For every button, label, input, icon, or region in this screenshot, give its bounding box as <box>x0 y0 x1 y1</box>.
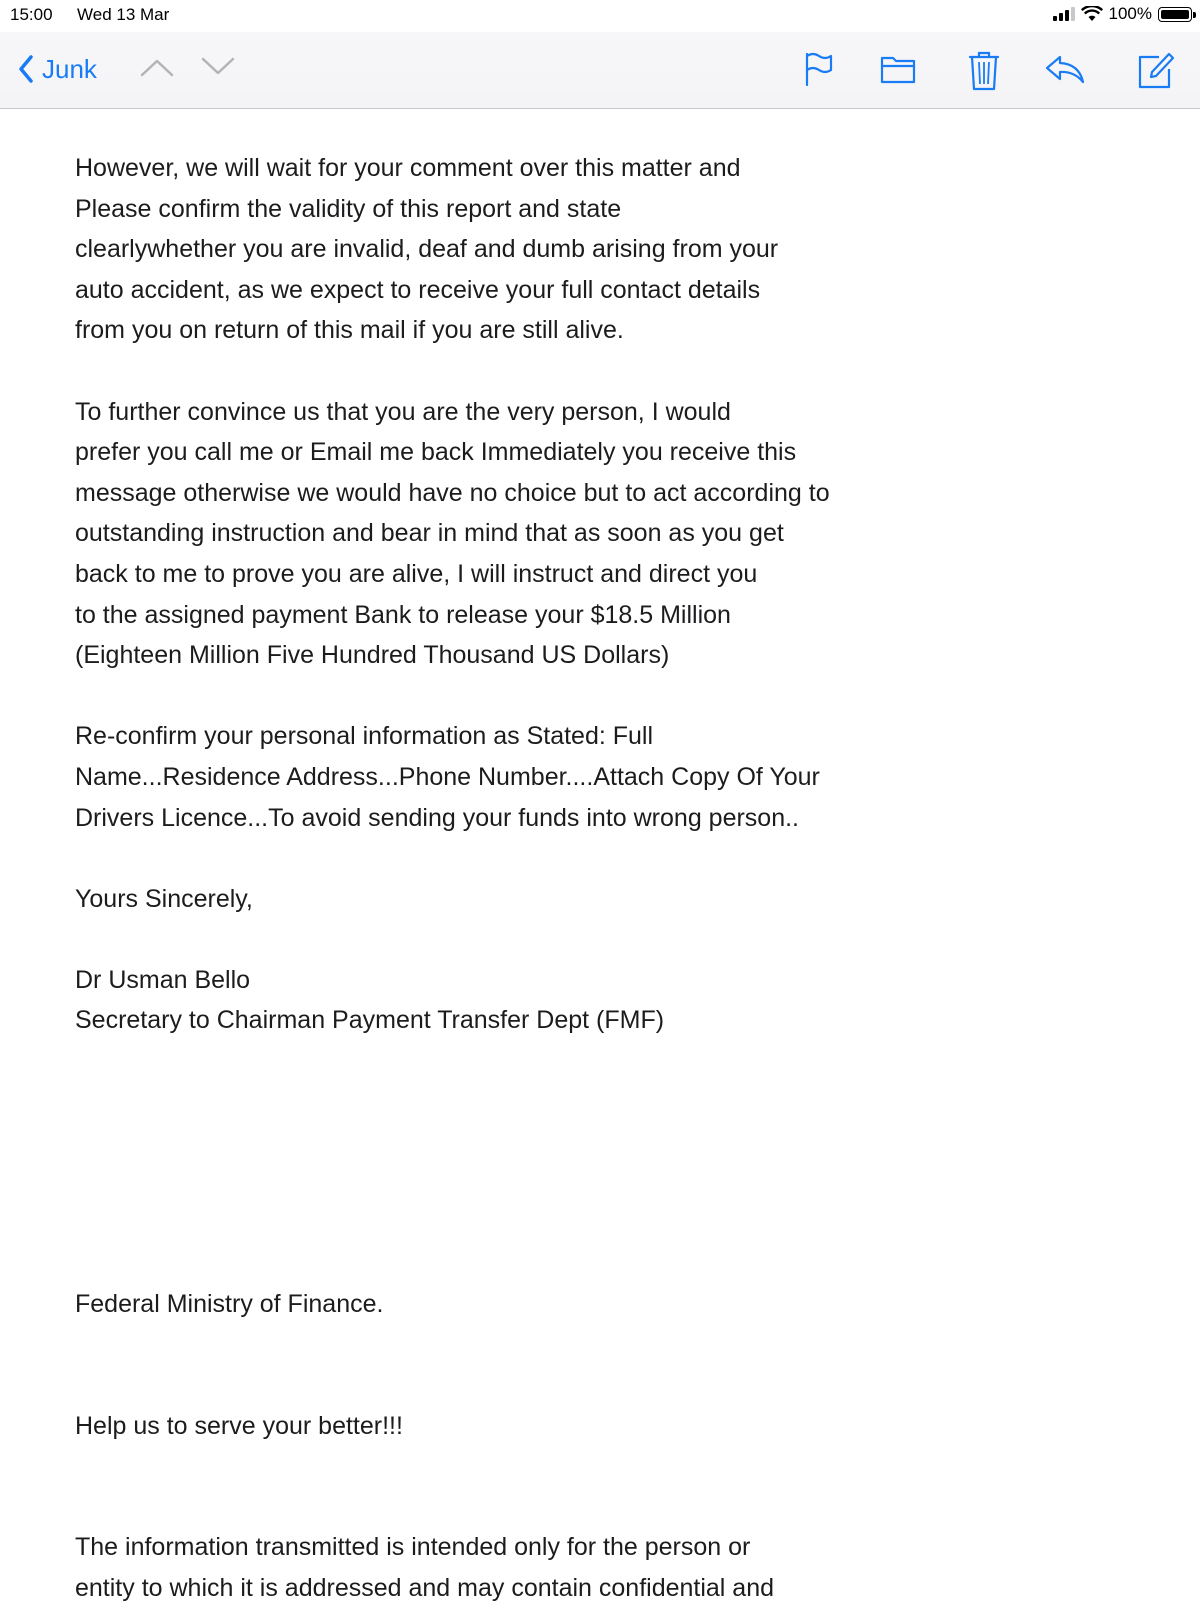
cellular-signal-icon <box>1053 7 1075 21</box>
signer-name: Dr Usman Bello <box>75 965 251 994</box>
move-to-folder-button[interactable] <box>880 49 916 89</box>
next-message-button[interactable] <box>201 54 235 80</box>
status-date: Wed 13 Mar <box>77 5 170 24</box>
email-disclaimer: The information transmitted is intended only for the person or entity to which it is addressed and may contain confidential and <box>75 1533 775 1602</box>
email-body <box>75 148 935 1608</box>
email-tagline: Help us to serve your better!!! <box>75 1411 403 1440</box>
battery-icon <box>1158 7 1192 22</box>
email-paragraph: However, we will wait for your comment over this matter and Please confirm the validity of this report and state clearlywhether you are invalid, deaf and dumb arising from your auto accident, as we expect to receive your full contact details from you on return of this mail if you are still alive. <box>75 154 779 345</box>
mail-toolbar <box>0 32 1200 109</box>
trash-button[interactable] <box>967 49 1001 93</box>
battery-percent: 100% <box>1108 4 1152 23</box>
reply-button[interactable] <box>1044 49 1086 89</box>
status-time: 15:00 <box>10 5 53 24</box>
email-closing: Yours Sincerely, <box>75 884 253 913</box>
status-right <box>1053 4 1192 24</box>
email-paragraph: To further convince us that you are the very person, I would prefer you call me or Email me back Immediately you receive this message otherwise we would have no choice but to act according to outstanding instruction and bear in mind that as soon as you get back to me to prove you are alive, I will instruct and direct you to the assigned payment Bank to release your $18.5 Million (Eighteen Million Five Hundred Thousand US Dollars) <box>75 397 830 670</box>
email-paragraph: Re-confirm your personal information as Stated: Full Name...Residence Address...Phone Number....Attach Copy Of Your Drivers Licence...To avoid sending your funds into wrong person.. <box>75 722 820 832</box>
signer-title: Secretary to Chairman Payment Transfer Dept (FMF) <box>75 1006 665 1035</box>
organization-name: Federal Ministry of Finance. <box>75 1290 384 1319</box>
back-to-junk-button[interactable] <box>18 50 97 88</box>
back-label: Junk <box>42 53 97 84</box>
flag-button[interactable] <box>804 49 834 89</box>
previous-message-button[interactable] <box>140 54 174 80</box>
wifi-icon <box>1081 6 1103 22</box>
status-bar <box>0 0 1200 32</box>
chevron-left-icon <box>18 54 34 84</box>
compose-button[interactable] <box>1137 49 1177 91</box>
